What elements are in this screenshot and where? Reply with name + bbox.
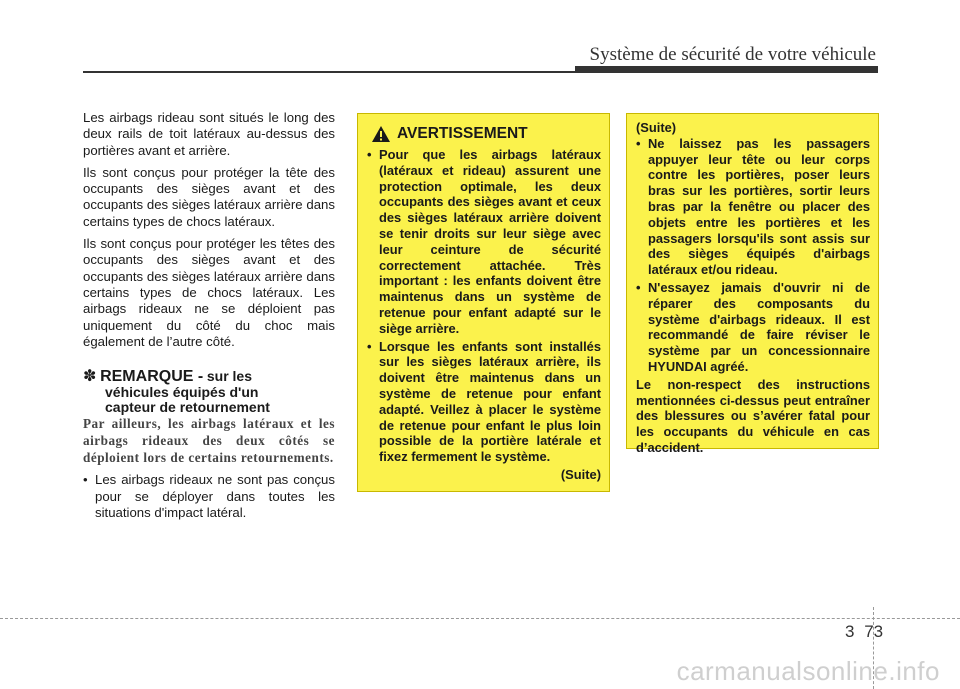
footer-divider bbox=[0, 618, 960, 620]
warning-text-1: Pour que les airbags latéraux (latéraux et rideau) assurent une protection optimale, les deux occupants des sièges avant et ceux des sièges latéraux arrière doivent se tenir droits sur leur siège avec leur ceinture de sécurité correctement attachée. Très important : les enfants doivent être maintenus dans un système de retenue pour enfant adapté sur le siège arrière. bbox=[379, 147, 601, 336]
header-divider bbox=[83, 71, 583, 73]
warning-title: AVERTISSEMENT bbox=[397, 125, 528, 143]
chapter-number: 3 bbox=[845, 622, 855, 641]
warning-text-4: N'essayez jamais d'ouvrir ni de réparer des composants du système d'airbags rideaux. Il est recommandé de faire réviser le système par un concessionnaire HYUNDAI agréé. bbox=[648, 279, 870, 374]
list-item bbox=[636, 280, 870, 375]
list-item bbox=[83, 472, 335, 521]
list-item bbox=[367, 147, 601, 337]
warning-text-2: Lorsque les enfants sont installés sur les sièges latéraux arrière, ils doivent être maintenus dans un système de retenue pour enfant adapté. Veillez à placer le système de retenue pour enfant le plus loin possible de la portière latérale et fixez fermement le système. bbox=[379, 338, 601, 465]
remark-body: Par ailleurs, les airbags latéraux et les airbags rideaux des deux côtés se déploient lors de certains retournements. bbox=[83, 416, 335, 466]
bullet-text: Les airbags rideaux ne sont pas conçus pour se déployer dans toutes les situations d'impact latéral. bbox=[95, 472, 335, 521]
warning-text-3: Ne laissez pas les passagers appuyer leur tête ou leur corps contre les portières, poser leurs bras sur les portières, sortir leurs bras par la fenêtre ou placer des objets entre les portières et les passagers lorsqu'ils sont assis sur des sièges équipés d'airbags latéraux et/ou rideau. bbox=[648, 135, 870, 278]
bullet-marker: • bbox=[636, 279, 641, 295]
bullet-marker: • bbox=[83, 472, 88, 488]
remark-heading bbox=[83, 368, 335, 415]
warning-heading bbox=[371, 125, 601, 143]
continued-label: (Suite) bbox=[560, 466, 601, 482]
remark-subtitle-3: capteur de retournement bbox=[105, 399, 270, 416]
paragraph-1: Les airbags rideau sont situés le long des deux rails de toit latéraux au-dessus des portières avant et arrière. bbox=[83, 110, 335, 158]
warning-closing: Le non-respect des instructions mentionnées ci-dessus peut entraîner des blessures ou s’avérer fatal pour les occupants du véhicule en cas d’accident. bbox=[636, 376, 870, 455]
continued-label: (Suite) bbox=[636, 120, 677, 135]
watermark: carmanualsonline.info bbox=[676, 656, 940, 686]
remark-subtitle-2: véhicules équipés d'un bbox=[105, 384, 259, 401]
list-item bbox=[636, 136, 870, 278]
header-bar bbox=[575, 66, 878, 73]
remark-subtitle-1: sur les bbox=[206, 368, 252, 385]
page-number-value: 73 bbox=[864, 622, 884, 641]
paragraph-3: Ils sont conçus pour protéger les têtes des occupants des sièges avant et des occupants des sièges latéraux arrière dans certains types de chocs latéraux. Les airbags rideaux ne se déploient pas uniquement du côté du choc mais également de l’autre côté. bbox=[83, 236, 335, 349]
warning-triangle-icon bbox=[371, 125, 391, 143]
bullet-marker: • bbox=[367, 147, 372, 162]
page-number bbox=[845, 622, 883, 642]
bullet-marker: • bbox=[367, 338, 372, 354]
remark-label: REMARQUE - bbox=[100, 368, 204, 386]
bullet-marker: • bbox=[636, 135, 641, 151]
paragraph-2: Ils sont conçus pour protéger la tête des occupants des sièges avant et des occupants des sièges latéraux arrière dans certains types de chocs latéraux. bbox=[83, 164, 335, 229]
left-column bbox=[83, 110, 335, 521]
warning-box-continued bbox=[626, 113, 879, 455]
list-item bbox=[367, 339, 601, 465]
section-title: Système de sécurité de votre véhicule bbox=[589, 44, 876, 65]
asterisk-icon: ✽ bbox=[83, 368, 97, 386]
warning-box bbox=[357, 113, 610, 492]
